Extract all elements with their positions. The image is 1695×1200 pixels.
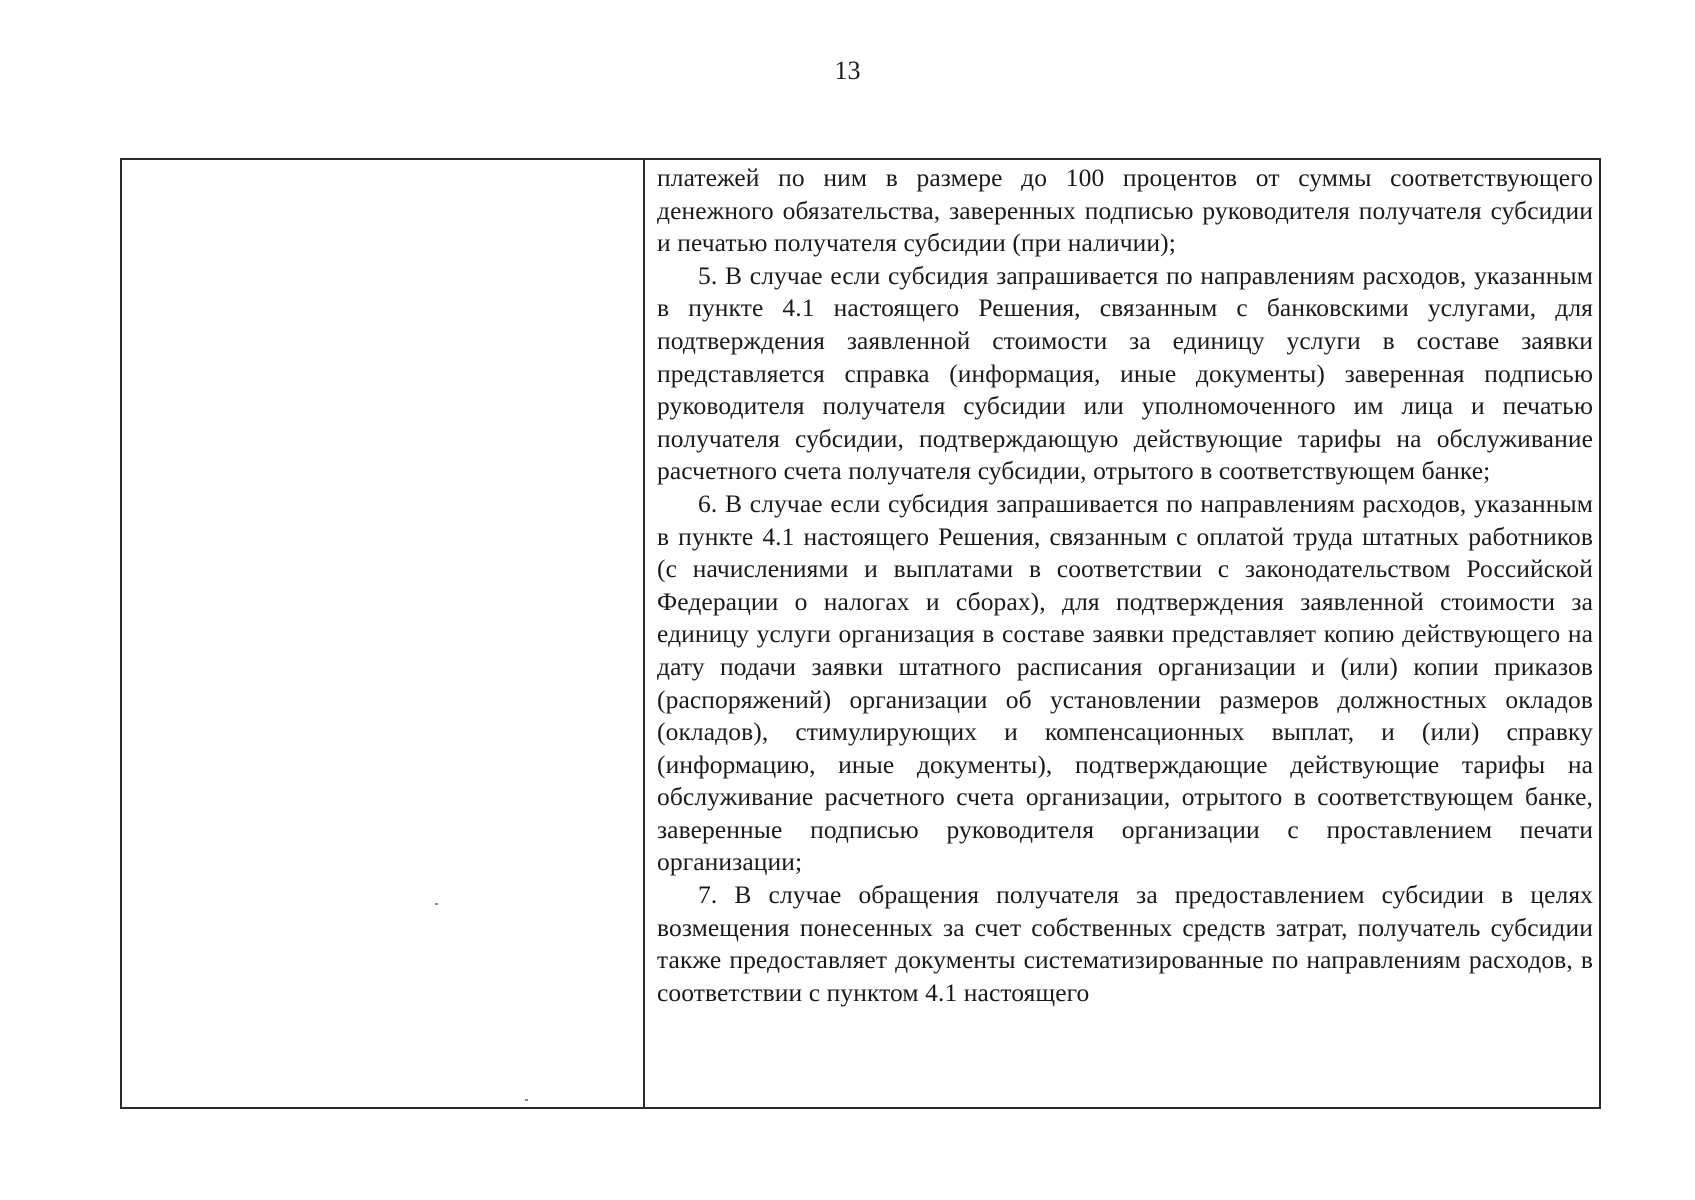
- paragraph-continuation: платежей по ним в размере до 100 процентов от суммы соответствующего денежного обязательства, заверенных подписью руководителя получателя субсидии и печатью получателя субсидии (при наличии);: [657, 163, 1593, 258]
- scan-speck: [525, 1099, 528, 1101]
- table-cell-right-text: [645, 160, 1599, 1107]
- scan-speck: [435, 903, 438, 905]
- paragraph-item-6: 6. В случае если субсидия запрашивается по направлениям расходов, указанным в пункте 4.1 настоящего Решения, связанным с оплатой труда штатных работников (с начислениями и выплатами в соответствии с законодательством Российской Федерации о налогах и сборах), для подтверждения заявленной стоимости за единицу услуги организация в составе заявки представляет копию действующего на дату подачи заявки штатного расписания организации и (или) копии приказов (распоряжений) организации об установлении размеров должностных окладов (окладов), стимулирующих и компенсационных выплат, и (или) справку (информацию, иные документы), подтверждающие действующие тарифы на обслуживание расчетного счета организации, отрытого в соответствующем банке, заверенные подписью руководителя организации с проставлением печати организации;: [657, 488, 1593, 877]
- page-number: 13: [834, 56, 861, 85]
- document-table: [120, 158, 1601, 1109]
- table-cell-left-empty: [122, 160, 645, 1107]
- paragraph-item-5: 5. В случае если субсидия запрашивается по направлениям расходов, указанным в пункте 4.1 настоящего Решения, связанным с банковскими услугами, для подтверждения заявленной стоимости за единицу услуги в составе заявки представляется справка (информация, иные документы) заверенная подписью руководителя получателя субсидии или уполномоченного им лица и печатью получателя субсидии, подтверждающую действующие тарифы на обслуживание расчетного счета получателя субсидии, отрытого в соответствующем банке;: [657, 260, 1593, 486]
- paragraph-item-7: 7. В случае обращения получателя за предоставлением субсидии в целях возмещения понесенных за счет собственных средств затрат, получатель субсидии также предоставляет документы систематизированные по направлениям расходов, в соответствии с пунктом 4.1 настоящего: [657, 880, 1593, 1007]
